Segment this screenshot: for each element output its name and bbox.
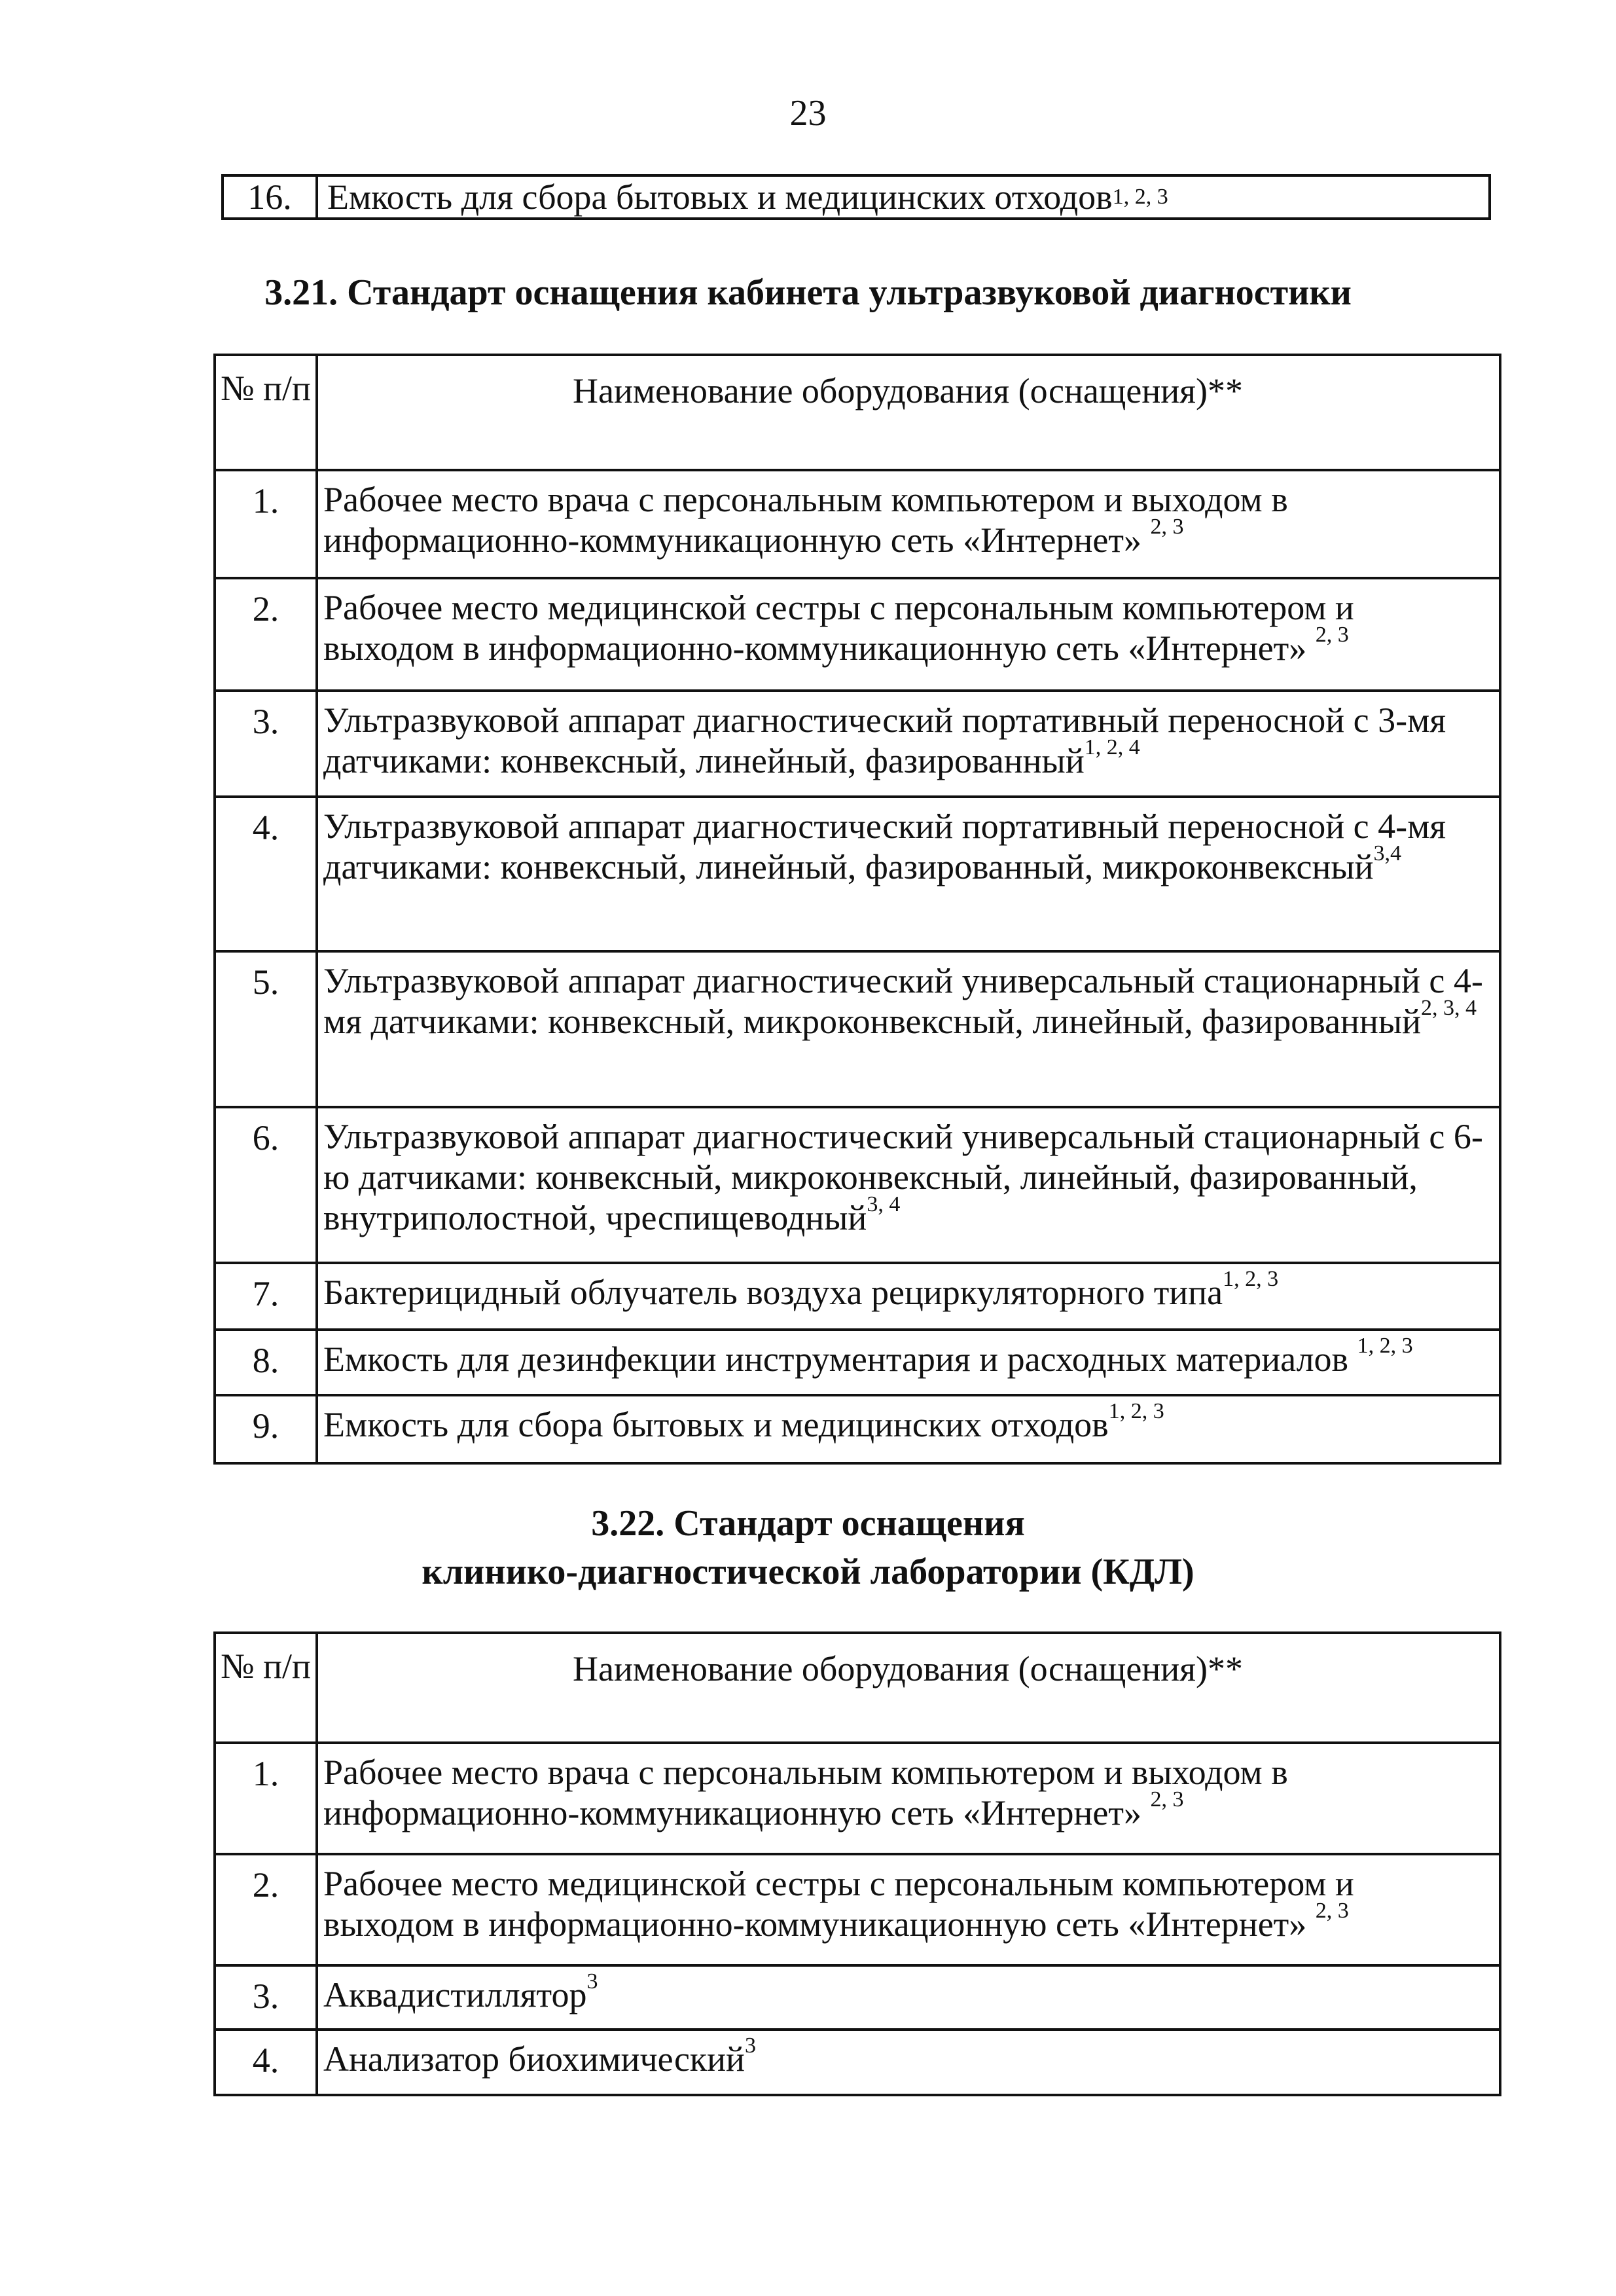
- section-title-3-22-line1: 3.22. Стандарт оснащения: [591, 1503, 1025, 1544]
- header-num: № п/п: [215, 1633, 317, 1743]
- equipment-name: Рабочее место врача с персональным компьютером и выходом в информационно-коммуникационную сеть «Интернет» $^{2, 3}$: [317, 470, 1500, 578]
- table-row: [215, 470, 1500, 578]
- footnote-ref: 1, 2, 3: [1357, 1334, 1413, 1358]
- table-row: [215, 691, 1500, 797]
- footnote-ref: 3: [744, 2033, 756, 2058]
- table-row: [215, 1330, 1500, 1395]
- row-number: 5.: [215, 951, 317, 1107]
- equipment-name: Емкость для дезинфекции инструментария и расходных материалов $^{1, 2, 3}$: [317, 1330, 1500, 1395]
- table-row: [215, 1854, 1500, 1965]
- row-number: 1.: [215, 470, 317, 578]
- footnote-ref: 2, 3: [1150, 1787, 1184, 1812]
- footnote-ref: 1, 2, 3: [1223, 1267, 1279, 1291]
- table-header-row: [215, 1633, 1500, 1743]
- equipment-table-3-22: [213, 1631, 1501, 2096]
- footnote-ref: 1, 2, 3: [1108, 1399, 1164, 1423]
- carryover-table-row: [221, 174, 1491, 220]
- table-row: [215, 1395, 1500, 1463]
- equipment-name: Рабочее место врача с персональным компьютером и выходом в информационно-коммуникационную сеть «Интернет» $^{2, 3}$: [317, 1743, 1500, 1854]
- row-number: 8.: [215, 1330, 317, 1395]
- table-row: [215, 1965, 1500, 2030]
- footnote-ref: 2, 3: [1150, 515, 1184, 539]
- section-title-3-21: 3.21. Стандарт оснащения кабинета ультразвуковой диагностики: [264, 272, 1352, 313]
- equipment-name: Емкость для сбора бытовых и медицинских отходов 1, 2, 3: [327, 177, 1168, 217]
- equipment-name: Ультразвуковой аппарат диагностический портативный переносной с 4-мя датчиками: конвексный, линейный, фазированный, микроконвексный$^{3,4}$: [317, 797, 1500, 951]
- table-row: [215, 1107, 1500, 1263]
- table-row: [215, 797, 1500, 951]
- table-row: [215, 2030, 1500, 2095]
- row-number: 2.: [215, 578, 317, 691]
- equipment-name: Анализатор биохимический$^3$: [317, 2030, 1500, 2095]
- equipment-name: Ультразвуковой аппарат диагностический портативный переносной с 3-мя датчиками: конвексный, линейный, фазированный$^{1, 2, 4}$: [317, 691, 1500, 797]
- footnote-ref: 3: [586, 1969, 598, 1994]
- row-number: 4.: [215, 797, 317, 951]
- table-header-row: [215, 355, 1500, 470]
- section-title-3-22-line2: клинико-диагностической лаборатории (КДЛ): [422, 1552, 1194, 1592]
- header-name: Наименование оборудования (оснащения)**: [317, 1633, 1500, 1743]
- table-row: [215, 1263, 1500, 1330]
- footnote-ref: 2, 3: [1315, 623, 1349, 647]
- equipment-name: Ультразвуковой аппарат диагностический универсальный стационарный с 6-ю датчиками: конвексный, микроконвексный, линейный, фазированный, внутриполостной, чреспищеводный$^{3, 4}$: [317, 1107, 1500, 1263]
- equipment-name: Рабочее место медицинской сестры с персональным компьютером и выходом в информационно-коммуникационную сеть «Интернет» $^{2, 3}$: [317, 1854, 1500, 1965]
- equipment-table-3-21: [213, 354, 1501, 1465]
- row-number: 1.: [215, 1743, 317, 1854]
- row-number: 4.: [215, 2030, 317, 2095]
- row-number: 3.: [215, 1965, 317, 2030]
- header-name: Наименование оборудования (оснащения)**: [317, 355, 1500, 470]
- page-number: 23: [789, 93, 827, 134]
- table-row: [215, 1743, 1500, 1854]
- row-number: 16.: [224, 177, 318, 217]
- footnote-ref: 2, 3, 4: [1421, 996, 1477, 1020]
- footnote-ref: 3,4: [1373, 841, 1402, 866]
- equipment-name: Бактерицидный облучатель воздуха рециркуляторного типа$^{1, 2, 3}$: [317, 1263, 1500, 1330]
- footnote-ref: 3, 4: [867, 1192, 901, 1216]
- row-number: 7.: [215, 1263, 317, 1330]
- header-num: № п/п: [215, 355, 317, 470]
- row-number: 6.: [215, 1107, 317, 1263]
- equipment-name: Емкость для сбора бытовых и медицинских отходов$^{1, 2, 3}$: [317, 1395, 1500, 1463]
- footnote-ref: 2, 3: [1315, 1899, 1349, 1923]
- row-number: 3.: [215, 691, 317, 797]
- equipment-name: Ультразвуковой аппарат диагностический универсальный стационарный с 4-мя датчиками: конвексный, микроконвексный, линейный, фазированный$^{2, 3, 4}$: [317, 951, 1500, 1107]
- row-number: 9.: [215, 1395, 317, 1463]
- equipment-name: Аквадистиллятор$^3$: [317, 1965, 1500, 2030]
- equipment-name: Рабочее место медицинской сестры с персональным компьютером и выходом в информационно-коммуникационную сеть «Интернет» $^{2, 3}$: [317, 578, 1500, 691]
- footnote-ref: 1, 2, 4: [1084, 735, 1140, 759]
- table-row: [215, 951, 1500, 1107]
- row-number: 2.: [215, 1854, 317, 1965]
- table-row: [215, 578, 1500, 691]
